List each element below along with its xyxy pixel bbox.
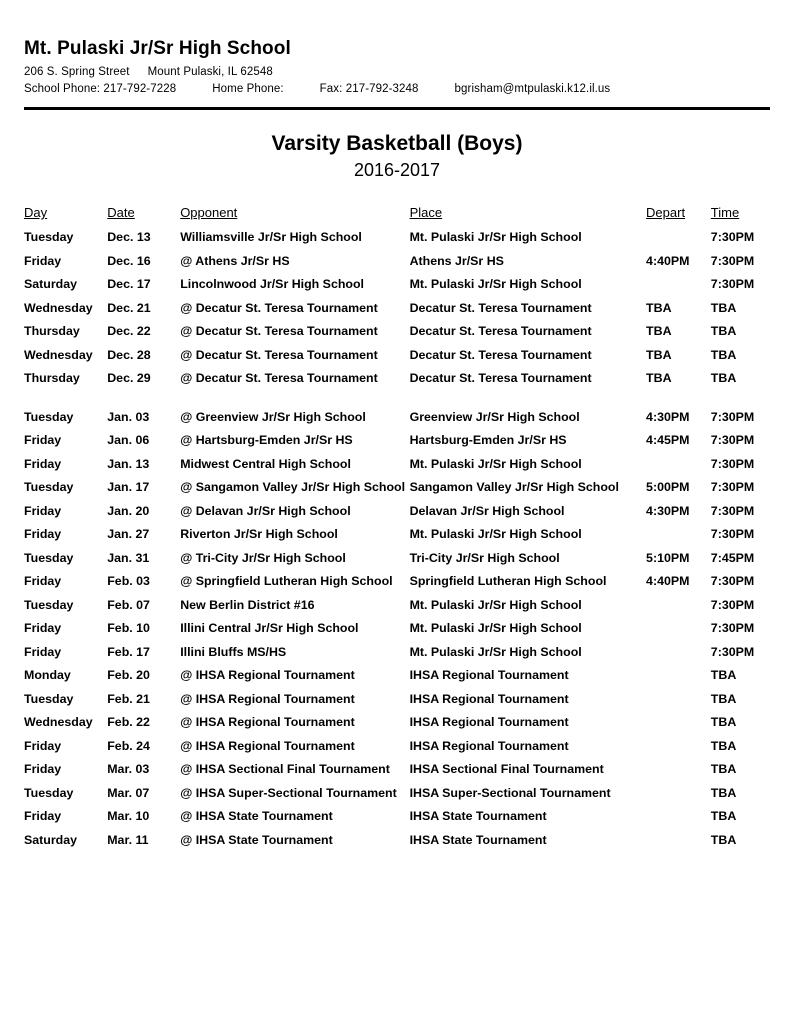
cell-opponent: @ IHSA Regional Tournament <box>180 738 355 753</box>
cell-place: Decatur St. Teresa Tournament <box>409 324 592 339</box>
cell-depart <box>646 735 711 759</box>
cell-day: Wednesday <box>24 715 93 730</box>
cell-time: 7:30PM <box>710 277 755 292</box>
cell-date: Dec. 29 <box>107 371 151 386</box>
cell-depart <box>646 782 711 806</box>
cell-opponent: @ Decatur St. Teresa Tournament <box>180 300 378 315</box>
cell-place: Mt. Pulaski Jr/Sr High School <box>409 597 582 612</box>
cell-opponent: @ Hartsburg-Emden Jr/Sr HS <box>180 433 353 448</box>
cell-opponent: @ IHSA Regional Tournament <box>180 668 355 683</box>
school-phone-value: 217-792-7228 <box>103 82 177 95</box>
cell-date: Feb. 24 <box>107 738 150 753</box>
cell-date: Feb. 20 <box>107 668 150 683</box>
cell-day: Friday <box>24 738 62 753</box>
cell-time: 7:30PM <box>710 503 755 518</box>
cell-place: Athens Jr/Sr HS <box>409 253 504 268</box>
cell-date: Dec. 22 <box>107 324 151 339</box>
cell-time: 7:30PM <box>710 253 755 268</box>
cell-place: Tri-City Jr/Sr High School <box>409 550 560 565</box>
school-name: Mt. Pulaski Jr/Sr High School <box>24 38 291 59</box>
cell-time: TBA <box>710 809 737 824</box>
school-contact-line <box>24 81 770 98</box>
cell-time: TBA <box>710 347 737 362</box>
cell-date: Mar. 11 <box>107 832 149 847</box>
table-row <box>24 523 770 547</box>
cell-depart <box>646 688 711 712</box>
cell-day: Saturday <box>24 832 78 847</box>
cell-opponent: @ Decatur St. Teresa Tournament <box>180 347 378 362</box>
cell-depart: 4:45PM <box>646 433 690 448</box>
table-row <box>24 617 770 641</box>
cell-day: Tuesday <box>24 550 74 565</box>
cell-place: Mt. Pulaski Jr/Sr High School <box>409 621 582 636</box>
page-subtitle: 2016-2017 <box>353 160 441 181</box>
cell-time: TBA <box>710 785 737 800</box>
cell-opponent: @ IHSA Regional Tournament <box>180 691 355 706</box>
cell-depart: TBA <box>646 371 672 386</box>
cell-place: Mt. Pulaski Jr/Sr High School <box>409 456 582 471</box>
cell-time: 7:30PM <box>710 456 755 471</box>
cell-date: Dec. 17 <box>107 277 151 292</box>
cell-depart <box>646 805 711 829</box>
cell-depart <box>646 641 711 665</box>
schedule-table-header <box>24 205 770 226</box>
schedule-table <box>24 205 770 852</box>
column-header-opponent: Opponent <box>180 205 238 221</box>
cell-time: TBA <box>710 371 737 386</box>
cell-place: Decatur St. Teresa Tournament <box>409 371 592 386</box>
cell-time: 7:30PM <box>710 621 755 636</box>
column-header-date: Date <box>107 205 135 221</box>
cell-depart: TBA <box>646 300 672 315</box>
table-row <box>24 453 770 477</box>
table-row <box>24 735 770 759</box>
column-header-depart: Depart <box>646 205 686 221</box>
cell-opponent: @ IHSA Sectional Final Tournament <box>180 762 390 777</box>
cell-opponent: Illini Bluffs MS/HS <box>180 644 287 659</box>
cell-date: Mar. 10 <box>107 809 150 824</box>
cell-day: Tuesday <box>24 480 74 495</box>
table-row <box>24 320 770 344</box>
table-row <box>24 688 770 712</box>
cell-day: Tuesday <box>24 230 74 245</box>
cell-day: Wednesday <box>24 300 93 315</box>
cell-opponent: @ Greenview Jr/Sr High School <box>180 409 366 424</box>
cell-depart: 4:30PM <box>646 503 690 518</box>
cell-place: Decatur St. Teresa Tournament <box>409 347 592 362</box>
cell-time: 7:30PM <box>710 597 755 612</box>
cell-opponent: New Berlin District #16 <box>180 597 315 612</box>
school-phone-label: School Phone: <box>24 82 101 95</box>
cell-day: Tuesday <box>24 691 74 706</box>
cell-depart: TBA <box>646 324 672 339</box>
cell-day: Saturday <box>24 277 78 292</box>
email-address: bgrisham@mtpulaski.k12.il.us <box>454 82 611 95</box>
cell-date: Dec. 13 <box>107 230 151 245</box>
table-row <box>24 500 770 524</box>
schedule-table-body <box>24 226 770 852</box>
cell-place: Mt. Pulaski Jr/Sr High School <box>409 277 582 292</box>
cell-depart: TBA <box>646 347 672 362</box>
cell-time: 7:30PM <box>710 527 755 542</box>
cell-time: 7:30PM <box>710 409 755 424</box>
cell-date: Feb. 22 <box>107 715 150 730</box>
column-header-time: Time <box>710 205 740 221</box>
cell-place: Hartsburg-Emden Jr/Sr HS <box>409 433 567 448</box>
cell-date: Dec. 28 <box>107 347 151 362</box>
cell-time: 7:45PM <box>710 550 755 565</box>
cell-place: Mt. Pulaski Jr/Sr High School <box>409 644 582 659</box>
header-divider <box>24 107 770 110</box>
cell-day: Friday <box>24 527 62 542</box>
table-row <box>24 367 770 391</box>
cell-place: IHSA State Tournament <box>409 809 547 824</box>
table-row <box>24 829 770 853</box>
cell-date: Jan. 03 <box>107 409 150 424</box>
cell-depart <box>646 453 711 477</box>
cell-time: TBA <box>710 691 737 706</box>
cell-depart: 4:30PM <box>646 409 690 424</box>
cell-time: 7:30PM <box>710 644 755 659</box>
cell-place: IHSA Regional Tournament <box>409 691 569 706</box>
cell-place: IHSA Sectional Final Tournament <box>409 762 604 777</box>
cell-opponent: Riverton Jr/Sr High School <box>180 527 338 542</box>
cell-depart <box>646 523 711 547</box>
table-row <box>24 273 770 297</box>
cell-date: Jan. 20 <box>107 503 150 518</box>
cell-opponent: @ Tri-City Jr/Sr High School <box>180 550 346 565</box>
cell-date: Dec. 21 <box>107 300 151 315</box>
cell-date: Jan. 27 <box>107 527 150 542</box>
cell-depart: 5:10PM <box>646 550 690 565</box>
cell-date: Jan. 17 <box>107 480 150 495</box>
cell-place: Decatur St. Teresa Tournament <box>409 300 592 315</box>
cell-place: IHSA Regional Tournament <box>409 668 569 683</box>
cell-time: TBA <box>710 738 737 753</box>
cell-day: Friday <box>24 644 62 659</box>
cell-time: 7:30PM <box>710 574 755 589</box>
cell-time: TBA <box>710 300 737 315</box>
street-address: 206 S. Spring Street <box>24 66 130 78</box>
cell-day: Friday <box>24 762 62 777</box>
cell-day: Friday <box>24 456 62 471</box>
cell-opponent: @ IHSA State Tournament <box>180 832 333 847</box>
column-header-place: Place <box>409 205 443 221</box>
table-row <box>24 570 770 594</box>
cell-time: TBA <box>710 668 737 683</box>
table-row <box>24 547 770 571</box>
cell-day: Friday <box>24 809 62 824</box>
cell-day: Thursday <box>24 324 80 339</box>
table-header-row <box>24 205 770 226</box>
cell-place: Sangamon Valley Jr/Sr High School <box>409 480 619 495</box>
cell-depart <box>646 273 711 297</box>
cell-day: Friday <box>24 621 62 636</box>
home-phone-label: Home Phone: <box>212 82 284 95</box>
cell-opponent: Williamsville Jr/Sr High School <box>180 230 362 245</box>
cell-opponent: @ Decatur St. Teresa Tournament <box>180 371 378 386</box>
table-row <box>24 297 770 321</box>
city-state-zip: Mount Pulaski, IL 62548 <box>147 66 273 78</box>
cell-place: IHSA Regional Tournament <box>409 715 569 730</box>
cell-date: Jan. 13 <box>107 456 150 471</box>
cell-place: Delavan Jr/Sr High School <box>409 503 565 518</box>
cell-day: Tuesday <box>24 409 74 424</box>
spacer-cell <box>24 391 770 406</box>
cell-day: Friday <box>24 253 62 268</box>
cell-opponent: @ Delavan Jr/Sr High School <box>180 503 351 518</box>
cell-opponent: Midwest Central High School <box>180 456 351 471</box>
cell-date: Dec. 16 <box>107 253 151 268</box>
table-row <box>24 782 770 806</box>
cell-depart: 4:40PM <box>646 574 690 589</box>
cell-day: Friday <box>24 433 62 448</box>
cell-date: Jan. 06 <box>107 433 150 448</box>
cell-opponent: Illini Central Jr/Sr High School <box>180 621 359 636</box>
cell-time: TBA <box>710 324 737 339</box>
table-row <box>24 250 770 274</box>
cell-time: TBA <box>710 715 737 730</box>
cell-time: TBA <box>710 832 737 847</box>
cell-depart <box>646 758 711 782</box>
table-row <box>24 226 770 250</box>
table-row <box>24 641 770 665</box>
cell-opponent: @ IHSA Regional Tournament <box>180 715 355 730</box>
cell-opponent: @ Decatur St. Teresa Tournament <box>180 324 378 339</box>
table-row <box>24 711 770 735</box>
cell-day: Thursday <box>24 371 80 386</box>
cell-place: Springfield Lutheran High School <box>409 574 607 589</box>
cell-place: IHSA State Tournament <box>409 832 547 847</box>
cell-opponent: @ IHSA Super-Sectional Tournament <box>180 785 397 800</box>
cell-date: Feb. 21 <box>107 691 150 706</box>
cell-depart <box>646 594 711 618</box>
cell-date: Mar. 07 <box>107 785 150 800</box>
table-row <box>24 758 770 782</box>
cell-place: Mt. Pulaski Jr/Sr High School <box>409 527 582 542</box>
cell-place: IHSA Regional Tournament <box>409 738 569 753</box>
cell-depart <box>646 617 711 641</box>
cell-date: Feb. 03 <box>107 574 150 589</box>
cell-opponent: @ Sangamon Valley Jr/Sr High School <box>180 480 406 495</box>
document-header <box>24 38 770 110</box>
cell-date: Feb. 07 <box>107 597 150 612</box>
cell-date: Feb. 17 <box>107 644 150 659</box>
column-header-day: Day <box>24 205 48 221</box>
table-row <box>24 476 770 500</box>
cell-time: 7:30PM <box>710 230 755 245</box>
cell-place: Greenview Jr/Sr High School <box>409 409 580 424</box>
cell-opponent: Lincolnwood Jr/Sr High School <box>180 277 364 292</box>
cell-depart: 5:00PM <box>646 480 690 495</box>
cell-date: Jan. 31 <box>107 550 150 565</box>
table-row <box>24 664 770 688</box>
cell-opponent: @ Athens Jr/Sr HS <box>180 253 290 268</box>
cell-place: IHSA Super-Sectional Tournament <box>409 785 611 800</box>
table-row-spacer <box>24 391 770 406</box>
table-row <box>24 344 770 368</box>
table-row <box>24 805 770 829</box>
table-row <box>24 406 770 430</box>
cell-time: TBA <box>710 762 737 777</box>
cell-opponent: @ Springfield Lutheran High School <box>180 574 393 589</box>
school-address-line <box>24 64 770 81</box>
table-row <box>24 594 770 618</box>
fax-label: Fax: <box>319 82 343 95</box>
cell-time: 7:30PM <box>710 480 755 495</box>
cell-depart <box>646 226 711 250</box>
cell-day: Monday <box>24 668 71 683</box>
cell-depart <box>646 829 711 853</box>
fax-value: 217-792-3248 <box>345 82 419 95</box>
cell-depart: 4:40PM <box>646 253 690 268</box>
cell-day: Tuesday <box>24 785 74 800</box>
cell-day: Wednesday <box>24 347 93 362</box>
cell-opponent: @ IHSA State Tournament <box>180 809 333 824</box>
cell-depart <box>646 711 711 735</box>
table-row <box>24 429 770 453</box>
cell-day: Friday <box>24 503 62 518</box>
page-title: Varsity Basketball (Boys) <box>271 132 523 156</box>
cell-date: Feb. 10 <box>107 621 150 636</box>
cell-place: Mt. Pulaski Jr/Sr High School <box>409 230 582 245</box>
cell-date: Mar. 03 <box>107 762 150 777</box>
cell-day: Tuesday <box>24 597 74 612</box>
cell-depart <box>646 664 711 688</box>
cell-day: Friday <box>24 574 62 589</box>
cell-time: 7:30PM <box>710 433 755 448</box>
